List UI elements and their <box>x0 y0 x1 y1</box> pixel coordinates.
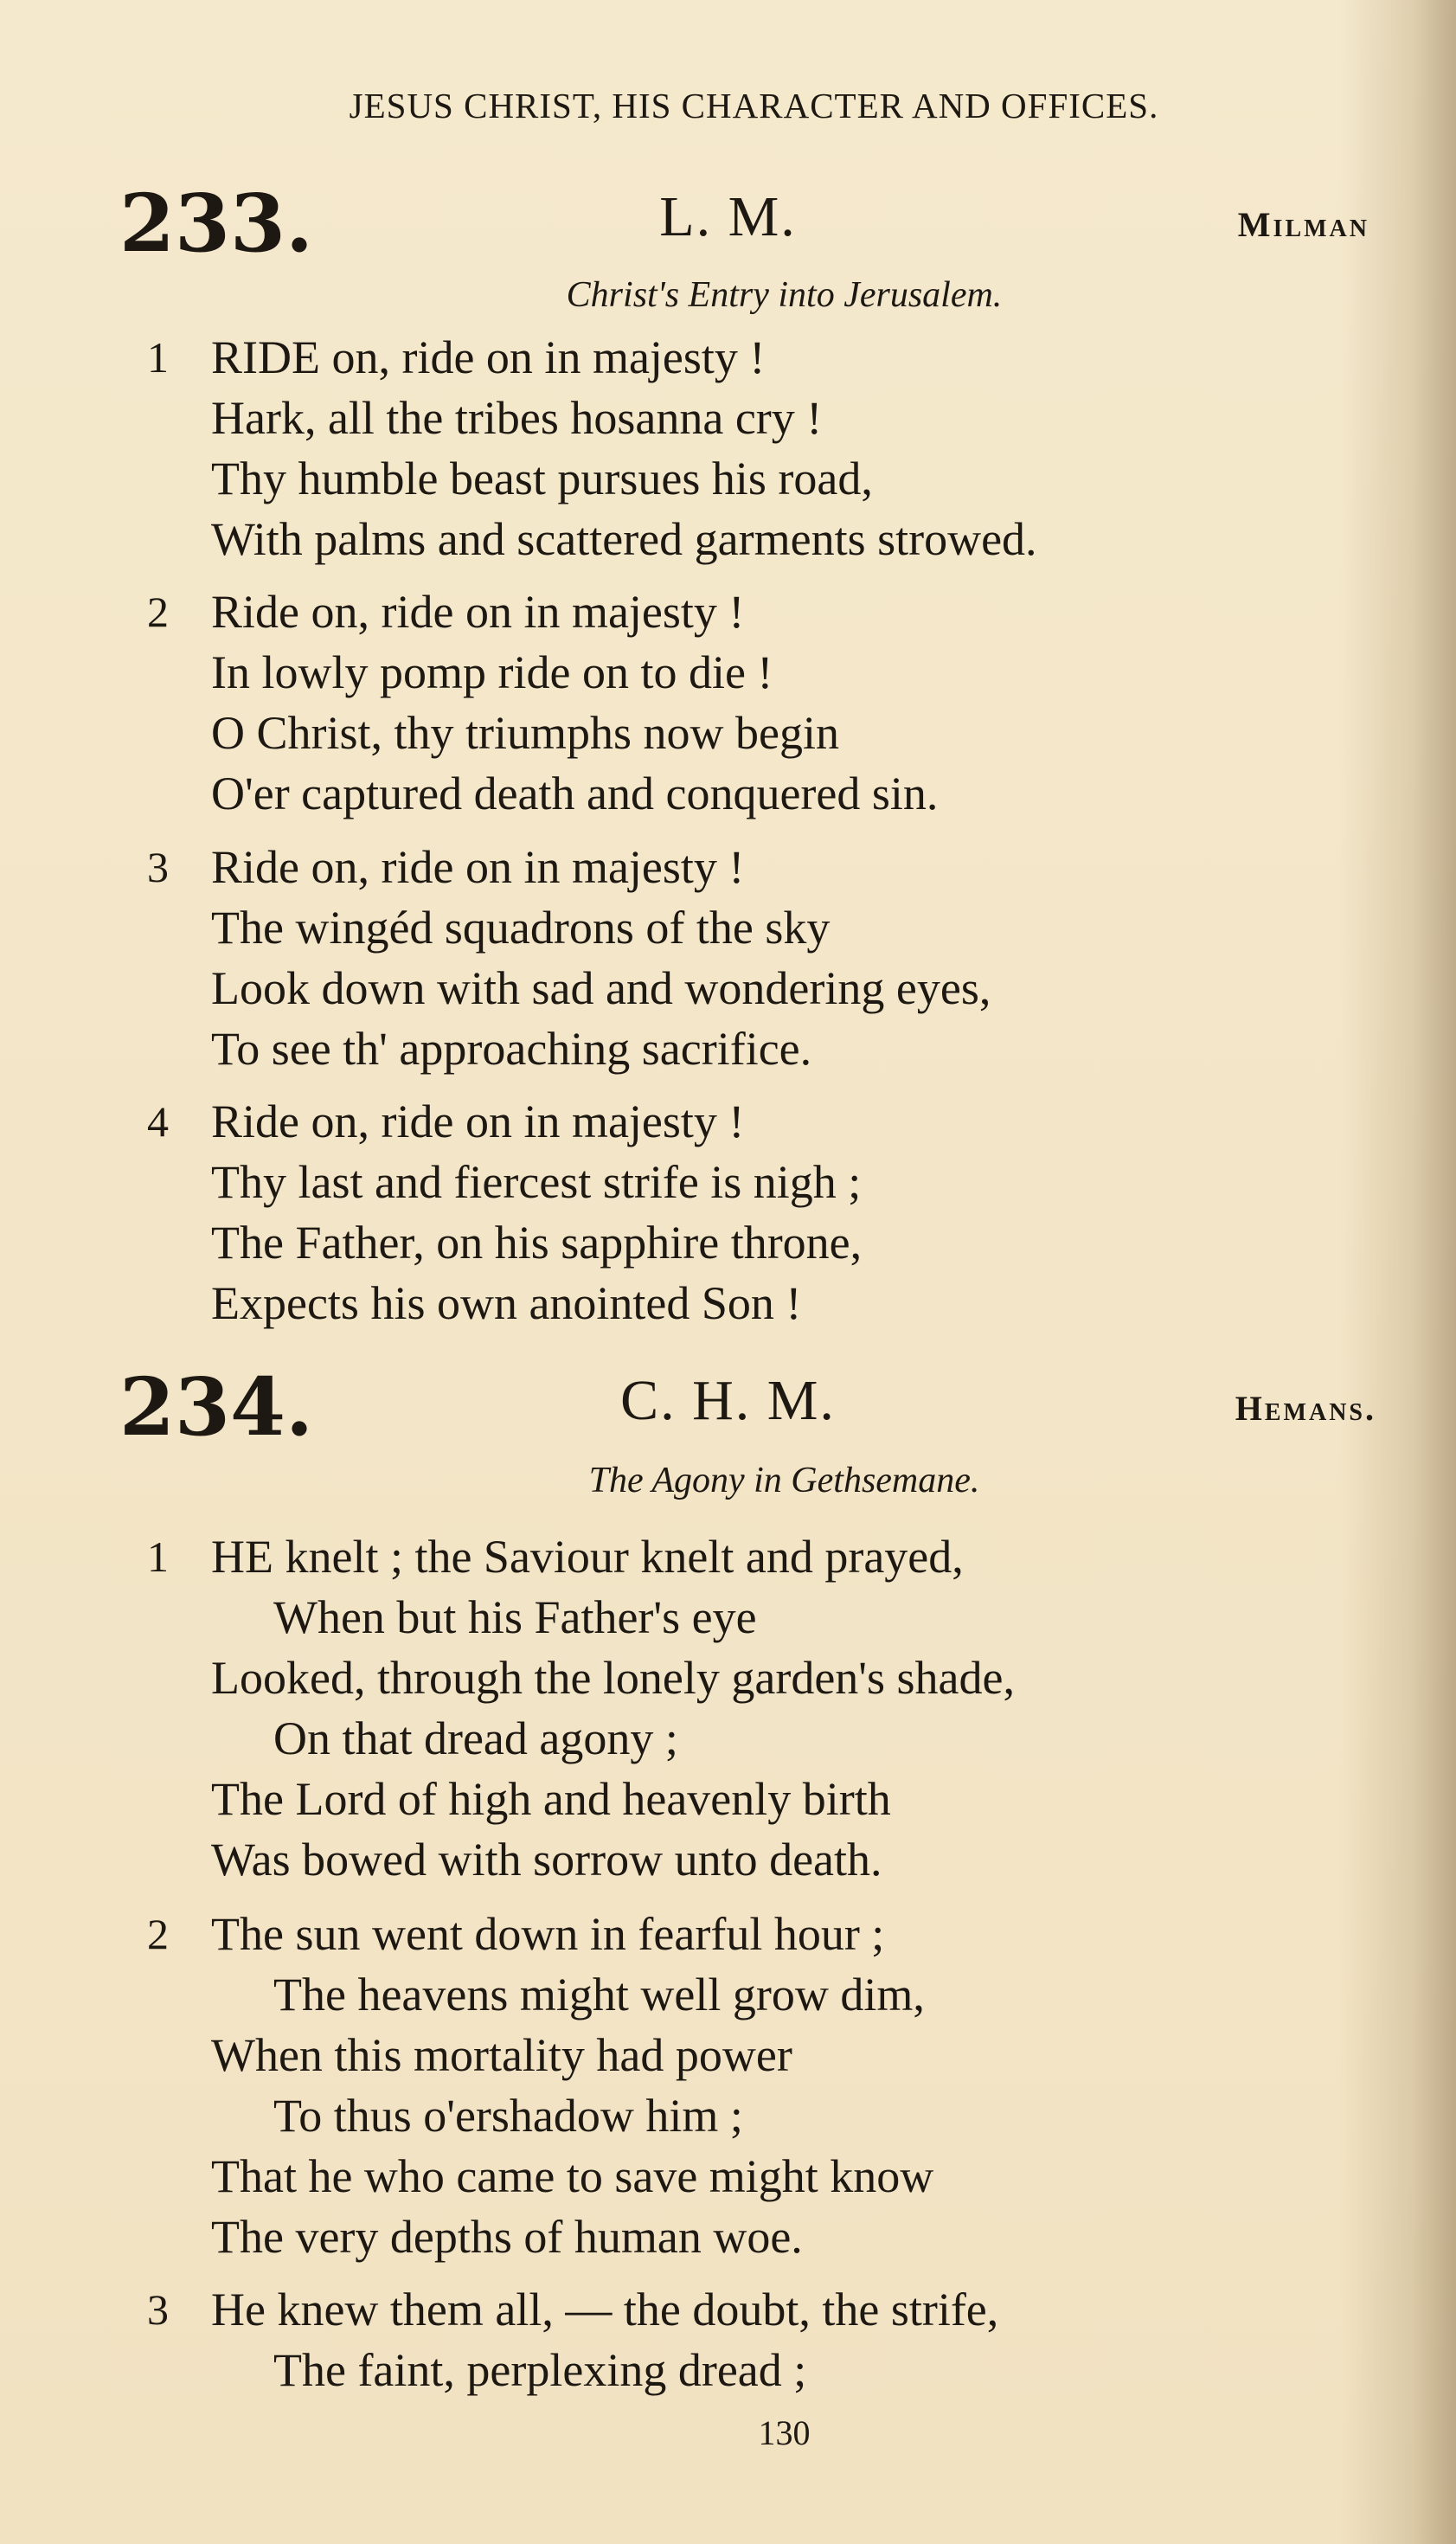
hymn-title: The Agony in Gethsemane. <box>588 1461 980 1500</box>
hymn-title: Christ's Entry into Jerusalem. <box>566 275 1003 315</box>
verse-line: Thy humble beast pursues his road, <box>211 453 873 504</box>
hymn-meter: C. H. M. <box>620 1369 836 1432</box>
stanza-number: 3 <box>147 843 169 891</box>
running-head: JESUS CHRIST, HIS CHARACTER AND OFFICES. <box>349 86 1159 125</box>
verse-line: With palms and scattered garments strowed. <box>211 513 1037 565</box>
verse-line: O Christ, thy triumphs now begin <box>211 707 839 759</box>
verse-line: The very depths of human woe. <box>211 2211 803 2263</box>
stanza-number: 3 <box>147 2285 169 2334</box>
verse-line: In lowly pomp ride on to die ! <box>211 646 773 698</box>
verse-line: On that dread agony ; <box>273 1712 678 1764</box>
verse-line: Ride on, ride on in majesty ! <box>211 586 745 638</box>
verse-line: The faint, perplexing dread ; <box>273 2344 807 2396</box>
stanza-number: 2 <box>147 1910 169 1958</box>
verse-line: The Lord of high and heavenly birth <box>211 1773 891 1825</box>
verse-line: When but his Father's eye <box>273 1591 757 1643</box>
verse-line: Ride on, ride on in majesty ! <box>211 1095 745 1147</box>
verse-line: The heavens might well grow dim, <box>273 1969 925 2020</box>
page-number: 130 <box>758 2413 811 2452</box>
verse-line: Looked, through the lonely garden's shade, <box>211 1652 1015 1704</box>
stanza-number: 4 <box>147 1097 169 1146</box>
verse-line: The Father, on his sapphire throne, <box>211 1217 863 1269</box>
verse-line: He knew them all, — the doubt, the strife, <box>211 2284 999 2335</box>
verse-line: The sun went down in fearful hour ; <box>211 1908 885 1960</box>
stanza-number: 2 <box>147 588 169 636</box>
hymn-number: 234. <box>119 1360 314 1454</box>
verse-line: Expects his own anointed Son ! <box>211 1277 802 1329</box>
hymn-author: Hemans. <box>1235 1389 1376 1428</box>
hymn-meter: L. M. <box>659 185 797 248</box>
stanza-number: 1 <box>147 1532 169 1581</box>
verse-line: O'er captured death and conquered sin. <box>211 768 939 819</box>
verse-line: Ride on, ride on in majesty ! <box>211 841 745 893</box>
verse-line: Hark, all the tribes hosanna cry ! <box>211 392 823 444</box>
verse-line: To see th' approaching sacrifice. <box>211 1023 812 1075</box>
verse-line: Thy last and fiercest strife is nigh ; <box>211 1156 862 1208</box>
verse-line: That he who came to save might know <box>211 2150 934 2202</box>
verse-line: HE knelt ; the Saviour knelt and prayed, <box>211 1531 964 1583</box>
verse-line: When this mortality had power <box>211 2029 792 2081</box>
hymn-header <box>0 177 1456 270</box>
verse-line: Was bowed with sorrow unto death. <box>211 1834 882 1886</box>
verse-line: To thus o'ershadow him ; <box>273 2090 743 2142</box>
hymn-header <box>0 1360 1456 1454</box>
hymn-number: 233. <box>119 177 314 270</box>
verse-line: RIDE on, ride on in majesty ! <box>211 331 766 383</box>
stanza-number: 1 <box>147 333 169 382</box>
verse-line: Look down with sad and wondering eyes, <box>211 962 991 1014</box>
hymn-author: Milman <box>1237 205 1369 244</box>
verse-line: The wingéd squadrons of the sky <box>211 902 831 954</box>
